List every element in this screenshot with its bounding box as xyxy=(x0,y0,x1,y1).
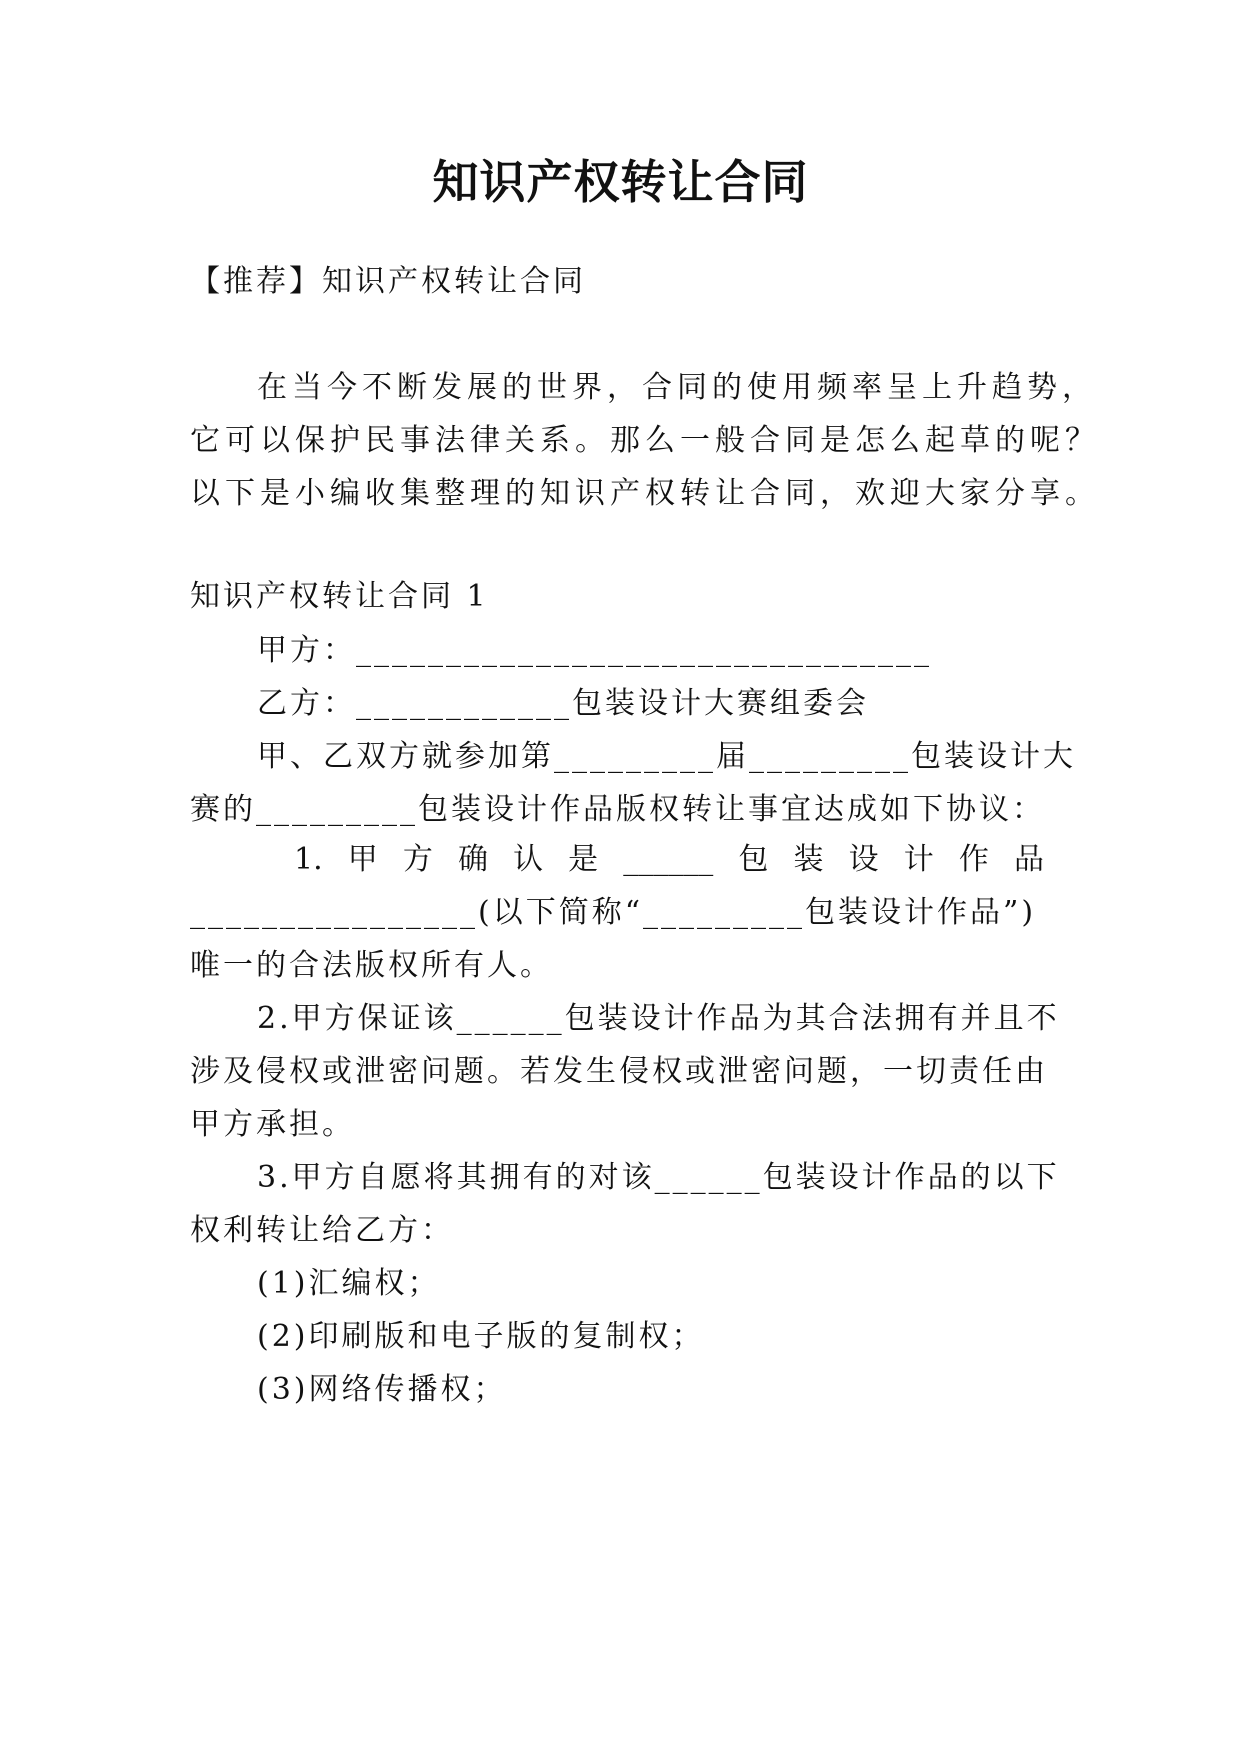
clause-1-row-3: 唯一的合法版权所有人。 xyxy=(190,948,553,983)
clause-1-token: 认 xyxy=(513,842,544,877)
clause-1-token: 确 xyxy=(457,842,488,877)
document-title: 知识产权转让合同 xyxy=(432,155,809,209)
clause-1-row-2: ________________(以下简称“_________包装设计作品”) xyxy=(190,895,1037,930)
clause-1-token: 1. xyxy=(294,842,323,877)
agreement-line-2: 赛的_________包装设计作品版权转让事宜达成如下协议： xyxy=(190,792,1045,827)
right-item-1: (1)汇编权； xyxy=(257,1266,441,1301)
party-b-line: 乙方：____________包装设计大赛组委会 xyxy=(257,686,869,721)
clause-3-line-2: 权利转让给乙方： xyxy=(190,1213,454,1248)
intro-line-2: 它可以保护民事法律关系。那么一般合同是怎么起草的呢？ xyxy=(190,423,1100,458)
clause-1-token: 甲 xyxy=(347,842,378,877)
clause-1-token: 作 xyxy=(958,842,989,877)
clause-2-line-2: 涉及侵权或泄密问题。若发生侵权或泄密问题，一切责任由 xyxy=(190,1054,1048,1089)
clause-1-token: 包 xyxy=(738,842,769,877)
clause-1-token: ______ xyxy=(623,842,714,877)
clause-2-line-1: 2.甲方保证该______包装设计作品为其合法拥有并且不 xyxy=(257,1001,1060,1036)
clause-1-token: 方 xyxy=(402,842,433,877)
clause-1-token: 计 xyxy=(903,842,934,877)
intro-line-1: 在当今不断发展的世界，合同的使用频率呈上升趋势， xyxy=(257,370,1097,405)
clause-1-token: 是 xyxy=(568,842,599,877)
clause-1-token: 装 xyxy=(793,842,824,877)
clause-1-token: 设 xyxy=(848,842,879,877)
agreement-line-1: 甲、乙双方就参加第_________届_________包装设计大 xyxy=(257,739,1076,774)
party-a-line: 甲方：________________________________ xyxy=(257,633,932,668)
recommend-line: 【推荐】知识产权转让合同 xyxy=(190,264,586,299)
section-heading: 知识产权转让合同 1 xyxy=(190,579,489,614)
right-item-3: (3)网络传播权； xyxy=(257,1372,507,1407)
clause-1-row-1 xyxy=(294,840,1044,880)
clause-3-line-1: 3.甲方自愿将其拥有的对该______包装设计作品的以下 xyxy=(257,1160,1060,1195)
clause-1-token: 品 xyxy=(1013,842,1044,877)
right-item-2: (2)印刷版和电子版的复制权； xyxy=(257,1319,705,1354)
intro-line-3: 以下是小编收集整理的知识产权转让合同，欢迎大家分享。 xyxy=(190,476,1100,511)
clause-2-line-3: 甲方承担。 xyxy=(190,1107,355,1142)
